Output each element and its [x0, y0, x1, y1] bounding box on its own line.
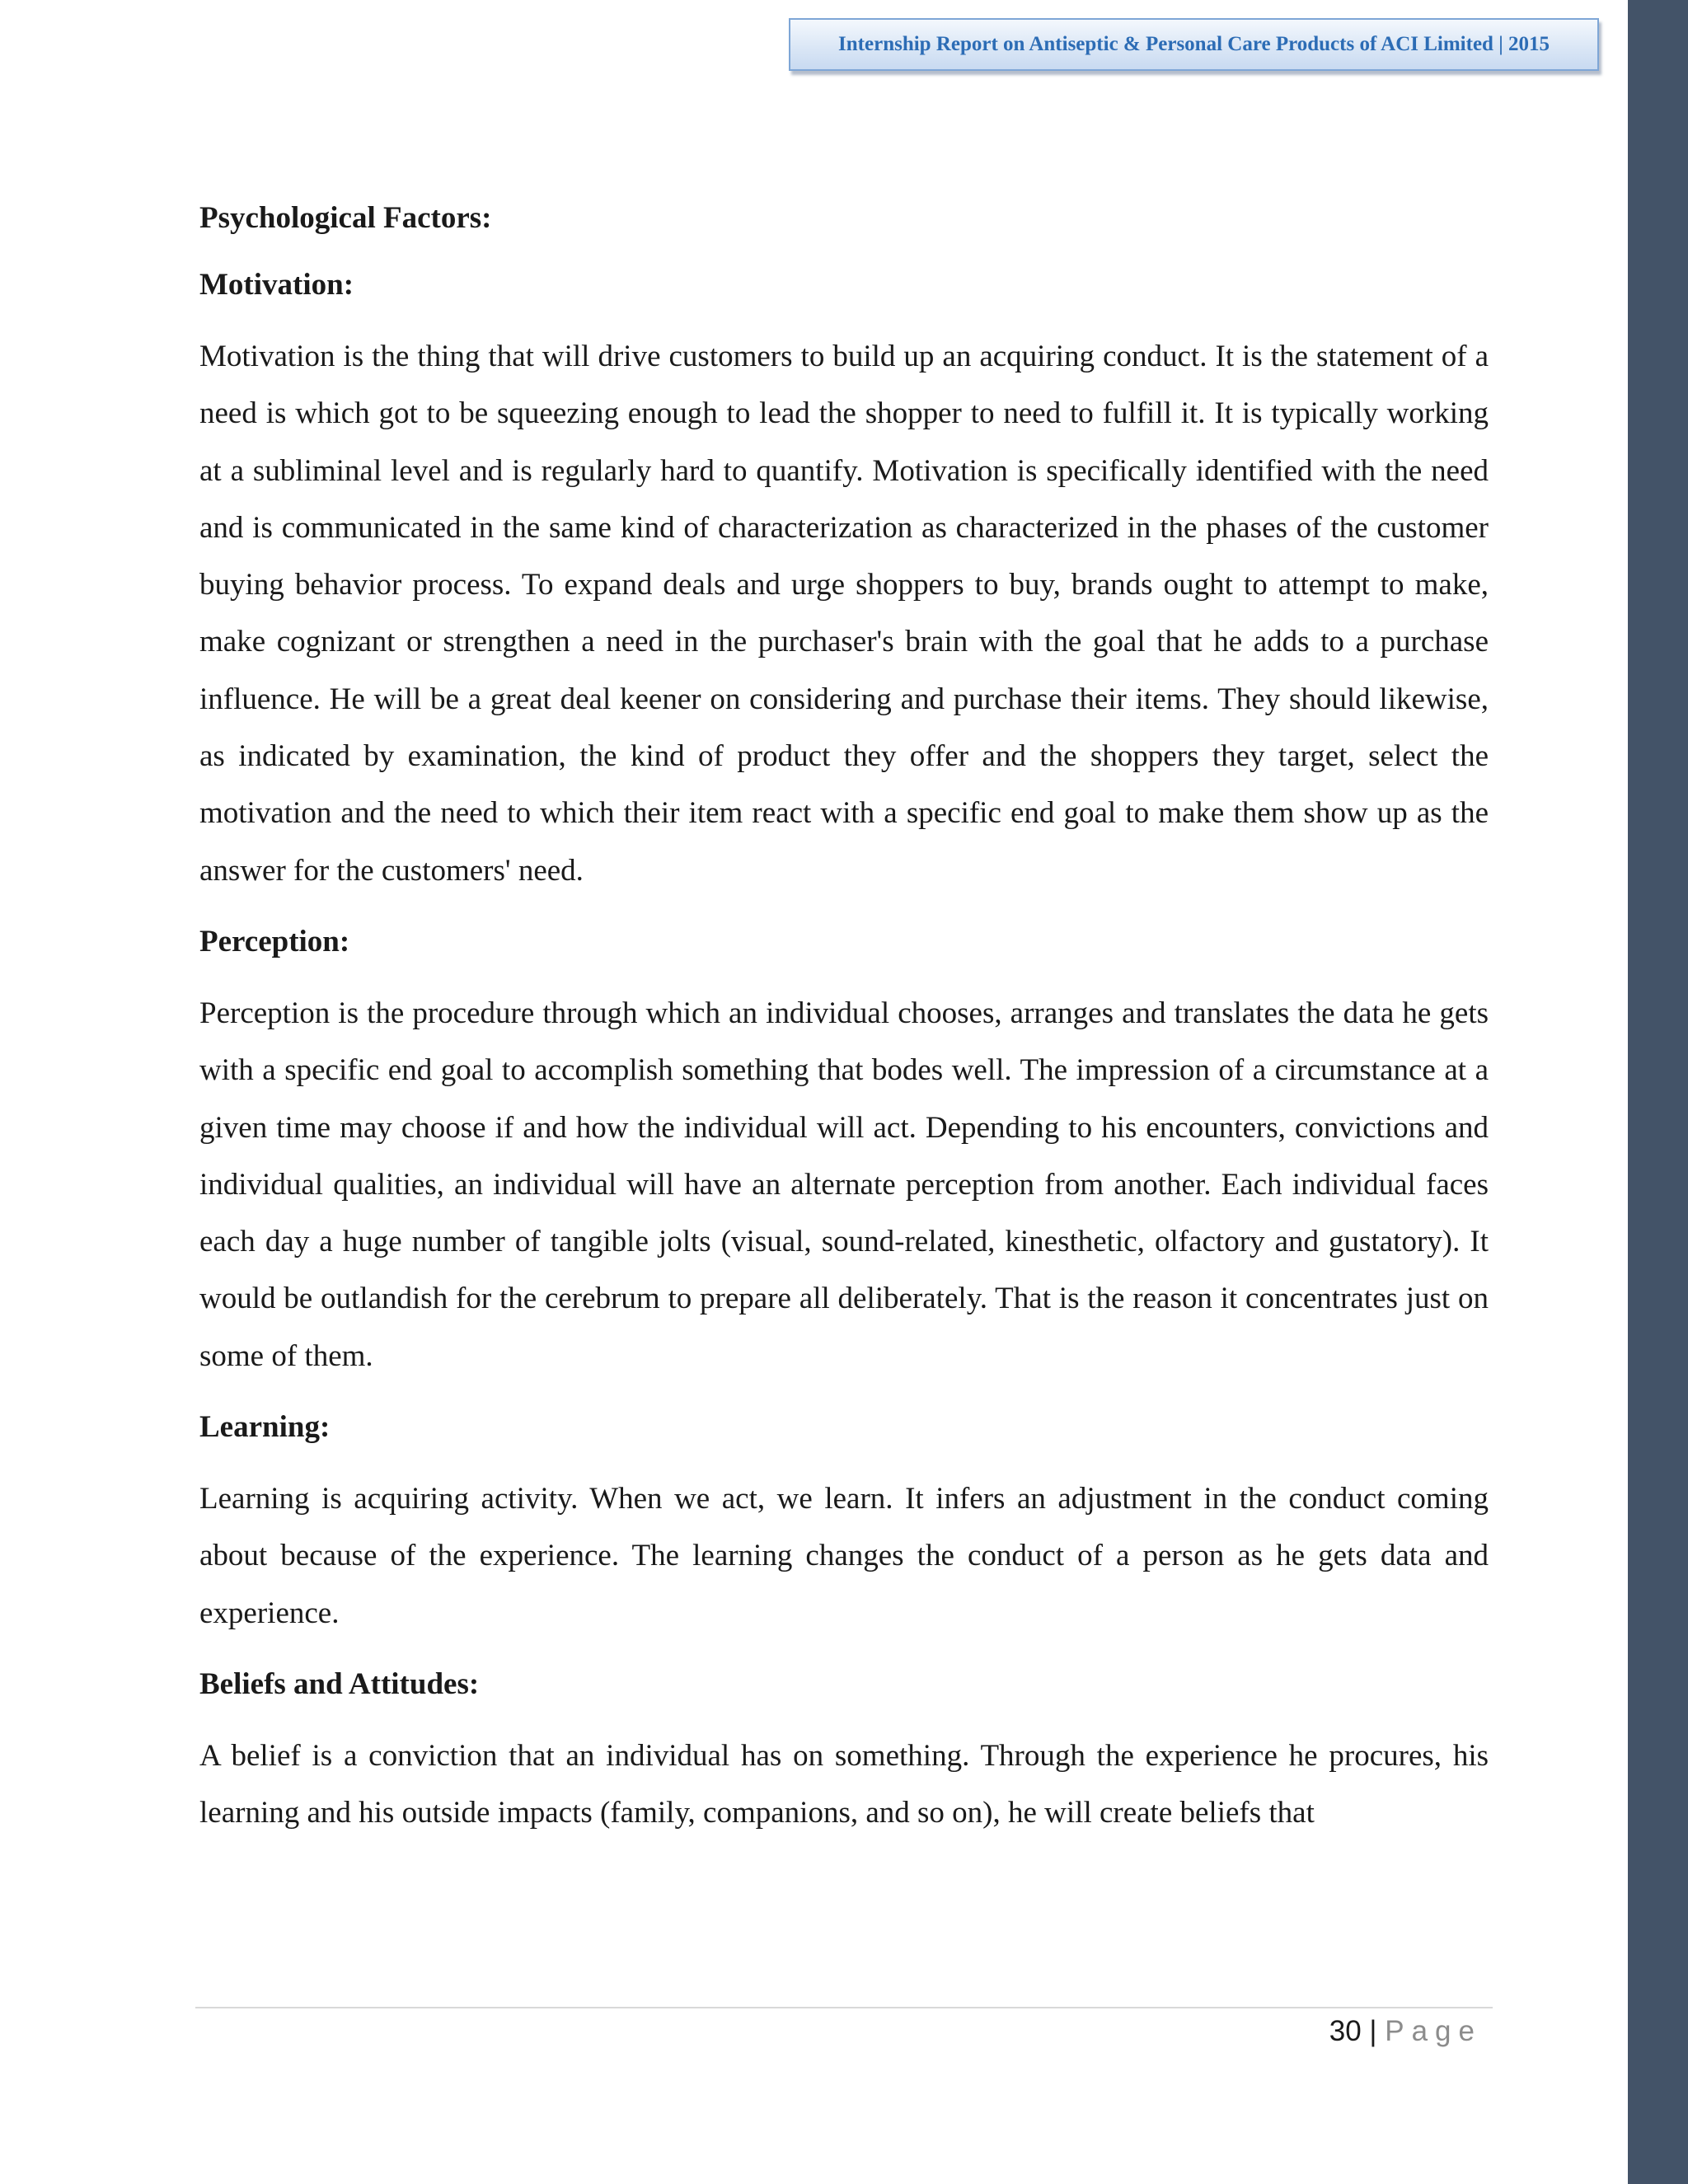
perception-paragraph: Perception is the procedure through which an individual chooses, arranges and translates the data he gets with a specific end goal to accomplish something that bodes well. The impression of a circumstance at a given time may choose if and how the individual will act. Depending to his encounters, convictions and individual qualities, an individual will have an alternate perception from another. Each individual faces each day a huge number of tangible jolts (visual, sound-related, kinesthetic, olfactory and gustatory). It would be outlandish for the cerebrum to prepare all deliberately. That is the reason it concentrates just on some of them.	[199, 996, 1489, 1373]
learning-paragraph: Learning is acquiring activity. When we act, we learn. It infers an adjustment in the conduct coming about because of the experience. The learning changes the conduct of a person as he gets data and experience.	[199, 1482, 1489, 1630]
page-number-separator: |	[1369, 2015, 1377, 2047]
running-header	[789, 18, 1599, 71]
page-word: Page	[1385, 2015, 1482, 2047]
beliefs-heading: Beliefs and Attitudes:	[199, 1666, 480, 1701]
learning-heading: Learning:	[199, 1410, 331, 1445]
page-body	[199, 194, 1489, 1843]
page-number-value: 30	[1329, 2015, 1362, 2047]
footer-divider	[195, 2007, 1493, 2008]
section-heading: Psychological Factors:	[199, 201, 492, 235]
page-side-bar	[1628, 0, 1688, 2184]
beliefs-paragraph: A belief is a conviction that an individual has on something. Through the experience he procures, his learning and his outside impacts (family, companions, and so on), he will create beliefs that	[199, 1738, 1489, 1830]
motivation-heading: Motivation:	[199, 268, 354, 302]
running-header-title: Internship Report on Antiseptic & Personal Care Products of ACI Limited | 2015	[838, 33, 1550, 55]
motivation-paragraph: Motivation is the thing that will drive customers to build up an acquiring conduct. It is the statement of a need is which got to be squeezing enough to lead the shopper to need to fulfill it. It is typically working at a subliminal level and is regularly hard to quantify. Motivation is specifically identified with the need and is communicated in the same kind of characterization as characterized in the phases of the customer buying behavior process. To expand deals and urge shoppers to buy, brands ought to attempt to make, make cognizant or strengthen a need in the purchaser's brain with the goal that he adds to a purchase influence. He will be a great deal keener on considering and purchase their items. They should likewise, as indicated by examination, the kind of product they offer and the shoppers they target, select the motivation and the need to which their item react with a specific end goal to make them show up as the answer for the customers' need.	[199, 340, 1489, 888]
perception-heading: Perception:	[199, 924, 350, 958]
page-number	[1329, 2013, 1482, 2050]
